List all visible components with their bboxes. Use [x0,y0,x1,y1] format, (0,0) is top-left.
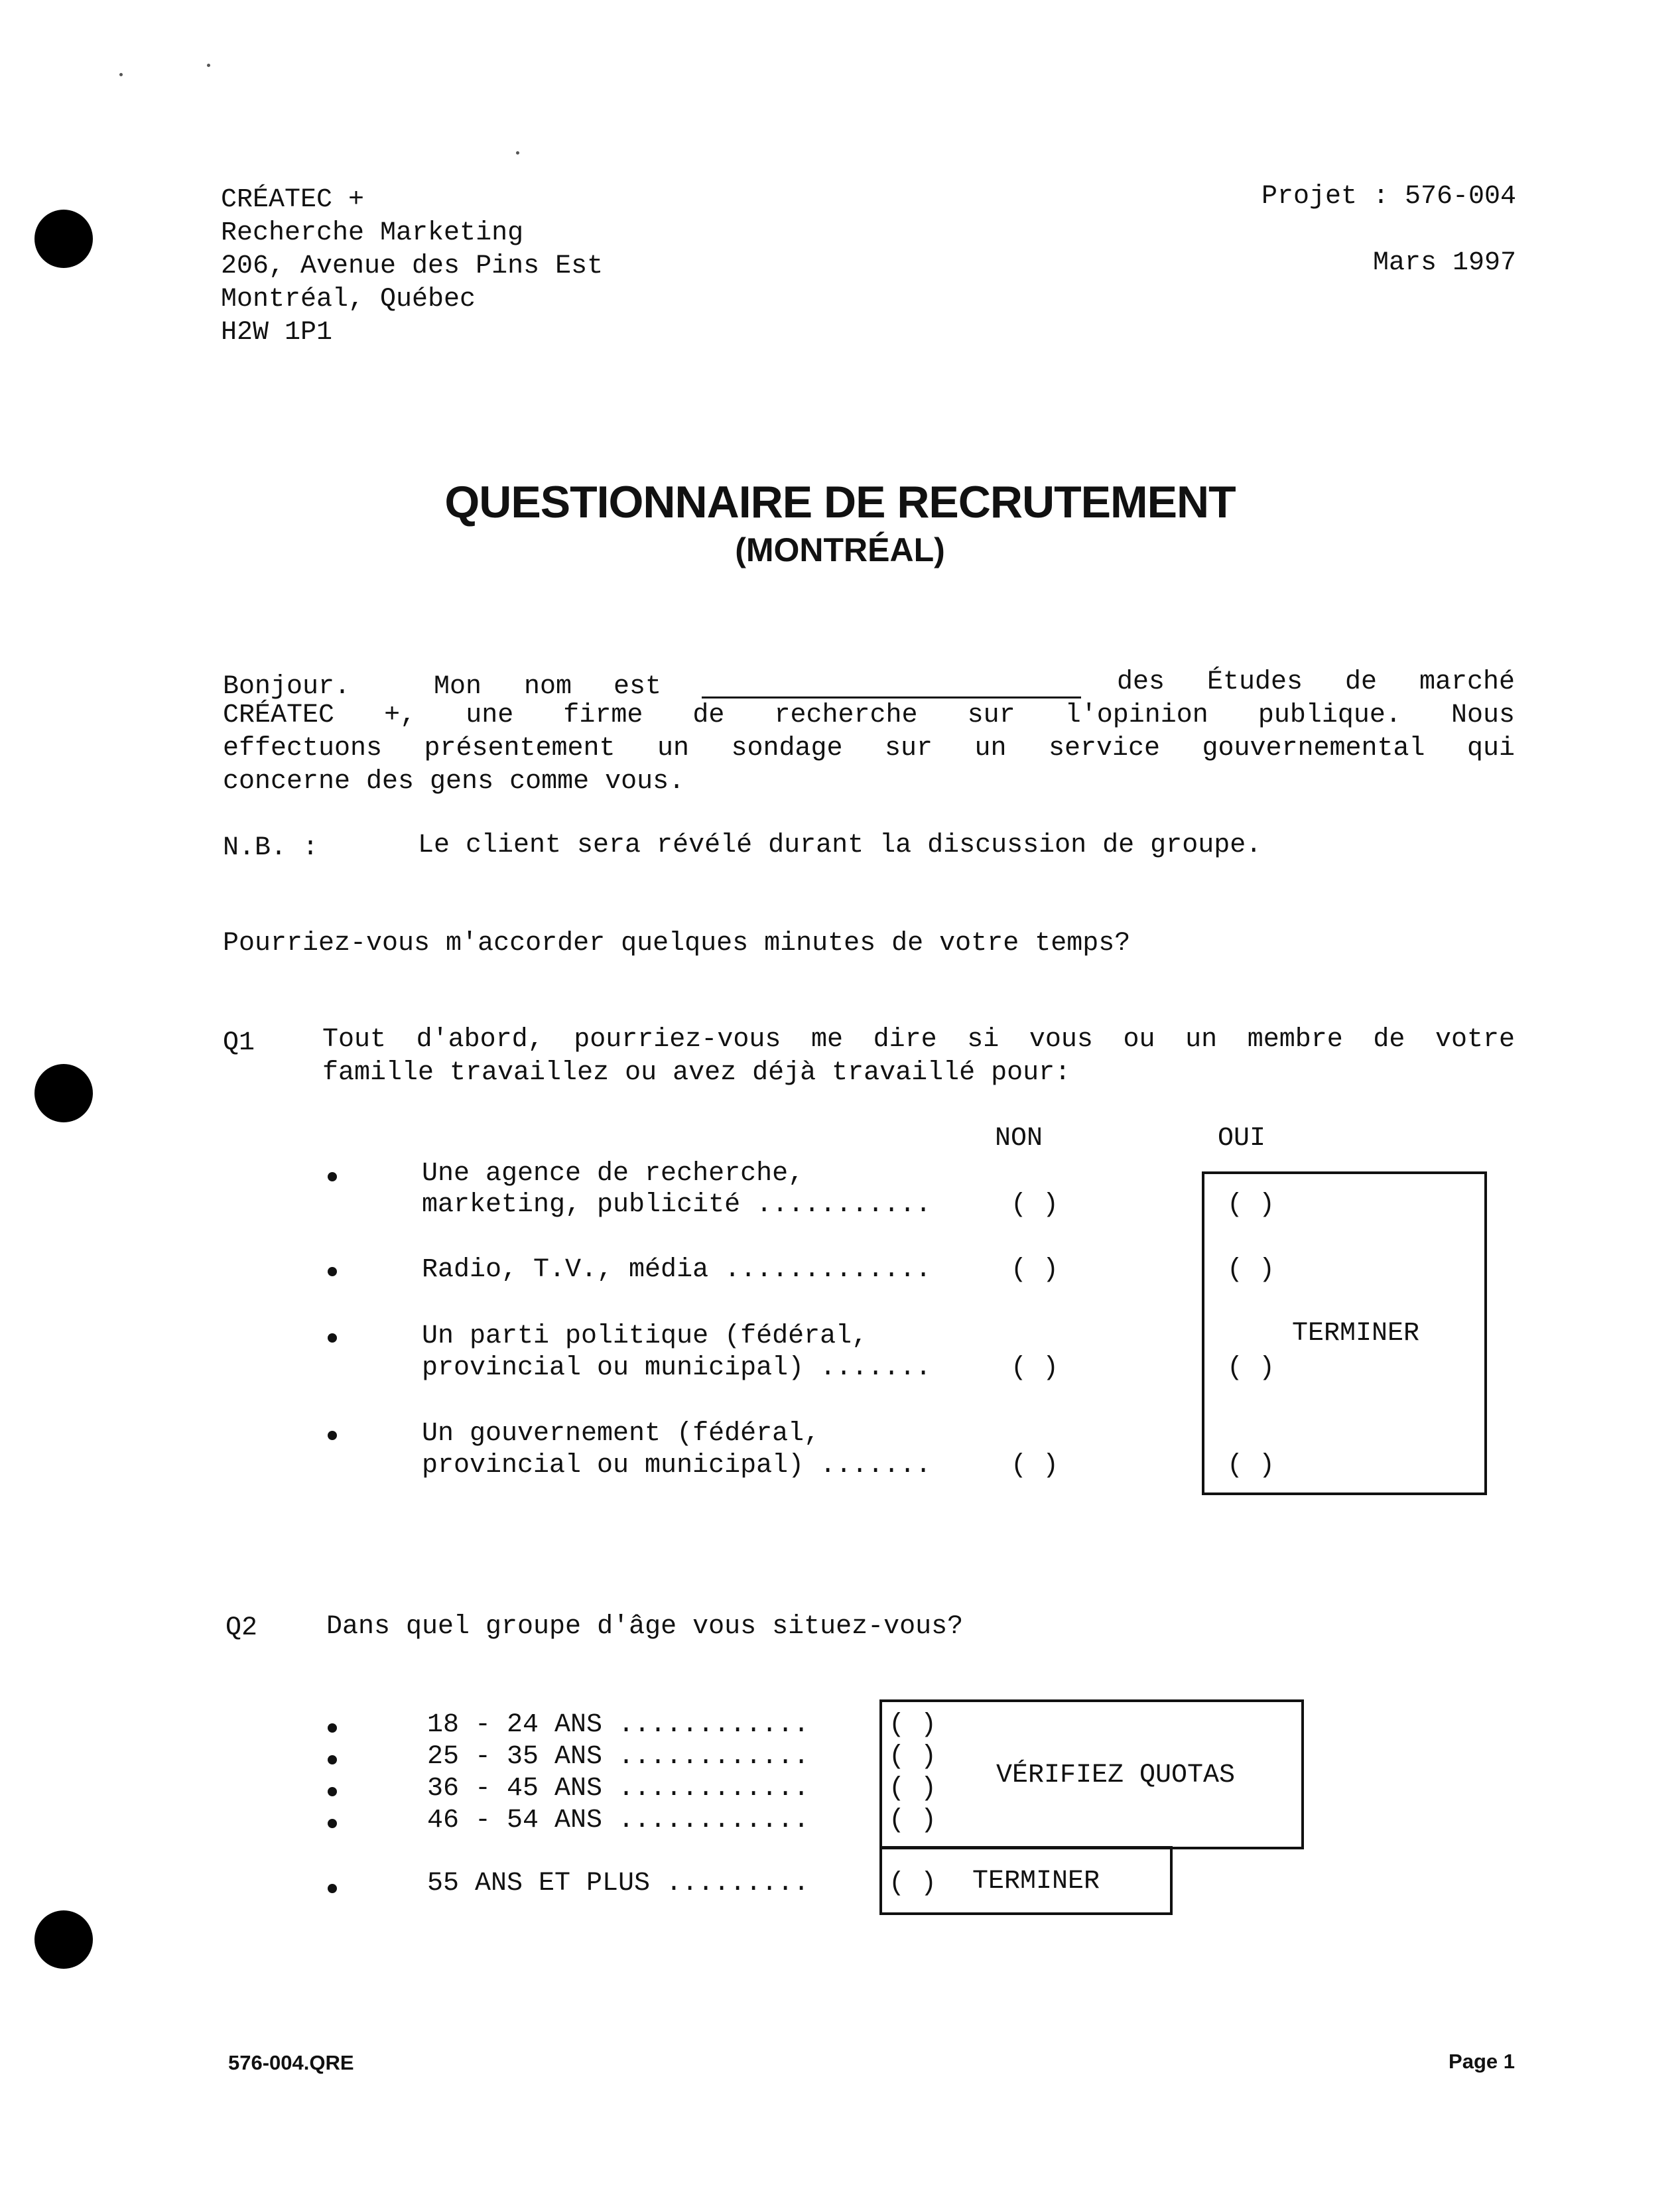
q2-age-option: 46 - 54 ANS ............ [427,1806,810,1835]
q2-age-option: 55 ANS ET PLUS ......... [427,1869,810,1898]
bullet [328,1723,337,1733]
q1-answer-non[interactable]: ( ) [1011,1451,1059,1481]
footer-filename: 576-004.QRE [228,2051,354,2074]
scan-speck [119,73,123,76]
q2-answer-mark[interactable]: ( ) [889,1742,937,1772]
q1-option-label: Une agence de recherche, [422,1159,805,1189]
intro-word: Bonjour. [223,672,351,702]
company-name: CRÉATEC + [221,185,365,215]
bullet [328,1172,337,1181]
intro-line-3: effectuons présentement un sondage sur un service gouvernemental qui [223,734,1515,763]
q2-age-option: 18 - 24 ANS ............ [427,1710,810,1740]
intro-word: Mon [434,672,482,702]
company-postal-code: H2W 1P1 [221,318,333,348]
binder-hole-top [34,210,93,268]
q1-answer-non[interactable]: ( ) [1011,1190,1059,1220]
q2-answer-mark[interactable]: ( ) [889,1774,937,1804]
intro-word: nom [524,672,572,702]
q2-question: Dans quel groupe d'âge vous situez-vous? [326,1612,964,1642]
nb-text: Le client sera révélé durant la discussion de groupe. [418,830,1262,860]
q1-option-label: provincial ou municipal) ....... [422,1451,932,1481]
company-city: Montréal, Québec [221,285,476,314]
scan-speck [207,64,210,67]
page-title: QUESTIONNAIRE DE RECRUTEMENT [444,477,1236,527]
q2-quota-label: VÉRIFIEZ QUOTAS [996,1760,1236,1790]
footer-page-number: Page 1 [1449,2050,1515,2073]
q2-answer-mark[interactable]: ( ) [889,1806,937,1835]
q2-answer-mark[interactable]: ( ) [889,1710,937,1740]
q2-terminate-label: TERMINER [972,1867,1100,1896]
intro-line-2: CRÉATEC +, une firme de recherche sur l'opinion publique. Nous [223,700,1515,730]
q1-number: Q1 [223,1028,255,1058]
project-number: Projet : 576-004 [1261,182,1516,212]
q1-option-label: marketing, publicité ........... [422,1190,932,1220]
intro-line-4: concerne des gens comme vous. [223,767,685,797]
q1-column-non: NON [995,1124,1043,1154]
q1-option-label: Un gouvernement (fédéral, [422,1419,820,1449]
q2-number: Q2 [226,1613,258,1643]
q1-answer-oui[interactable]: ( ) [1227,1451,1275,1481]
q2-age-option: 36 - 45 ANS ............ [427,1774,810,1804]
q1-answer-oui[interactable]: ( ) [1227,1255,1275,1285]
interviewer-name-blank [702,696,1081,698]
q1-answer-non[interactable]: ( ) [1011,1353,1059,1383]
q2-answer-mark[interactable]: ( ) [889,1869,937,1898]
bullet [328,1267,337,1276]
scan-speck [516,151,519,155]
q1-option-label: provincial ou municipal) ....... [422,1353,932,1383]
q1-option-label: Radio, T.V., média ............. [422,1255,932,1285]
company-department: Recherche Marketing [221,218,524,248]
nb-label: N.B. : [223,833,319,863]
q1-option-label: Un parti politique (fédéral, [422,1321,868,1351]
q1-question-line-1: Tout d'abord, pourriez-vous me dire si vous ou un membre de votre [322,1025,1515,1055]
q1-terminate-label: TERMINER [1292,1319,1420,1349]
q1-question-line-2: famille travaillez ou avez déjà travaillé pour: [322,1058,1071,1088]
ask-time-question: Pourriez-vous m'accorder quelques minutes de votre temps? [223,929,1131,959]
q1-answer-oui[interactable]: ( ) [1227,1190,1275,1220]
bullet [328,1819,337,1828]
q2-age-option: 25 - 35 ANS ............ [427,1742,810,1772]
q1-column-oui: OUI [1218,1124,1266,1154]
bullet [328,1787,337,1796]
intro-word: est [614,672,662,702]
document-date: Mars 1997 [1372,248,1516,278]
q1-answer-oui[interactable]: ( ) [1227,1353,1275,1383]
binder-hole-bottom [34,1910,93,1969]
bullet [328,1755,337,1764]
binder-hole-middle [34,1064,93,1122]
q1-answer-non[interactable]: ( ) [1011,1255,1059,1285]
page-subtitle: (MONTRÉAL) [735,531,945,568]
bullet [328,1333,337,1343]
bullet [328,1431,337,1440]
bullet [328,1884,337,1893]
intro-line-1-end: des Études de marché [1117,667,1515,697]
company-street: 206, Avenue des Pins Est [221,251,604,281]
